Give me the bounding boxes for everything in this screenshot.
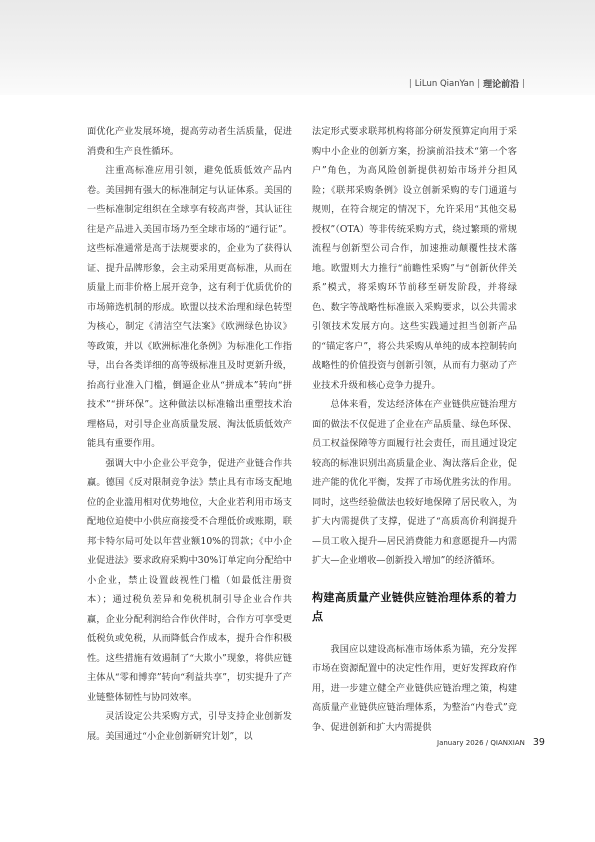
paragraph: 总体来看，发达经济体在产业链供应链治理方面的做法不仅促进了企业在产品质量、绿色环保、员工权益保障等方面履行社会责任，而且通过设定较高的标准识别出高质量企业、淘汰落后企业，促进产能的优化平衡，发挥了市场优胜劣汰的作用。同时，这些经验做法也较好地保障了居民收入，为扩大内需提供了支撑，促进了“高质高价利润提升—员工收入提升—居民消费能力和意愿提升—内需扩大—企业增收—创新投入增加”的经济循环。 [312, 399, 517, 566]
paragraph: 注重高标准应用引领，避免低质低效产品内卷。美国拥有强大的标准制定与认证体系。美国的一些标准制定组织在全球享有较高声誉，其认证往往是产品进入美国市场乃至全球市场的“通行证”。这些标准通常是高于法规要求的，企业为了获得认证、提升品牌形象，会主动采用更高标准，从而在质量上而非价格上展开竞争，这有利于优质优价的市场筛选机制的形成。欧盟以技术治理和绿色转型为核心，制定《清洁空气法案》《欧洲绿色协议》等政策，并以《欧洲标准化条例》为标准化工作指导，出台各类详细的高等级标准且及时更新升级，抬高行业准入门槛，倒逼企业从“拼成本”转向“拼技术”“拼环保”。这种做法以标准输出重塑技术治理格局，对引导企业高质量发展、淘汰低质低效产能具有重要作用。 [87, 165, 292, 449]
footer-issue: January 2026 / QIANXIAN [437, 739, 525, 747]
page-footer [437, 737, 545, 748]
paragraph: 强调大中小企业公平竞争，促进产业链合作共赢。德国《反对限制竞争法》禁止具有市场支配地位的企业滥用相对优势地位，大企业若利用市场支配地位迫使中小供应商接受不合理低价或账期，联邦卡特尔局可处以年营业额10%的罚款；《中小企业促进法》要求政府采购中30%订单定向分配给中小企业，禁止设置歧视性门槛（如最低注册资本）；通过税负差异和免税机制引导企业合作共赢，企业分配利润给合作伙伴时，合作方可享受更低税负或免税，从而降低合作成本，提升合作积极性。这些措施有效遏制了“大欺小”现象，将供应链主体从“零和博弈”转向“利益共享”，切实提升了产业链整体韧性与协同效率。 [87, 457, 292, 703]
page-number: 39 [532, 737, 545, 748]
left-column [87, 122, 292, 746]
right-column [312, 122, 517, 737]
paragraph: 我国应以建设高标准市场体系为锚，充分发挥市场在资源配置中的决定性作用，更好发挥政府作用，进一步建立健全产业链供应链治理之策，构建高质量产业链供应链治理体系，为整治“内卷式”竞争、促进创新和扩大内需提供 [312, 643, 517, 733]
paragraph: 面优化产业发展环境，提高劳动者生活质量，促进消费和生产良性循环。 [87, 126, 292, 157]
section-heading: 构建高质量产业链供应链治理体系的着力点 [312, 590, 517, 623]
paragraph: 法定形式要求联邦机构将部分研发预算定向用于采购中小企业的创新方案，扮演前沿技术“第一个客户”角色，为高风险创新提供初始市场并分担风险；《联邦采购条例》设立创新采购的专门通道与规则，在符合规定的情况下，允许采用“其他交易授权”（OTA）等非传统采购方式，绕过繁琐的常规流程与创新型公司合作，加速推动颠覆性技术落地。欧盟则大力推行“前瞻性采购”与“创新伙伴关系”模式，将采购环节前移至研发阶段，并将绿色、数字等战略性标准嵌入采购要求，以公共需求引领技术发展方向。这些实践通过担当创新产品的“锚定客户”，将公共采购从单纯的成本控制转向战略性的价值投资与创新引领，从而有力驱动了产业技术升级和核心竞争力提升。 [312, 126, 517, 391]
paragraph: 灵活设定公共采购方式，引导支持企业创新发展。美国通过“小企业创新研究计划”，以 [87, 711, 292, 742]
header-cn: 理论前沿 [483, 80, 520, 90]
header-latin: LiLun QianYan [414, 78, 475, 89]
section-header: | LiLun QianYan | 理论前沿 | [408, 78, 525, 90]
